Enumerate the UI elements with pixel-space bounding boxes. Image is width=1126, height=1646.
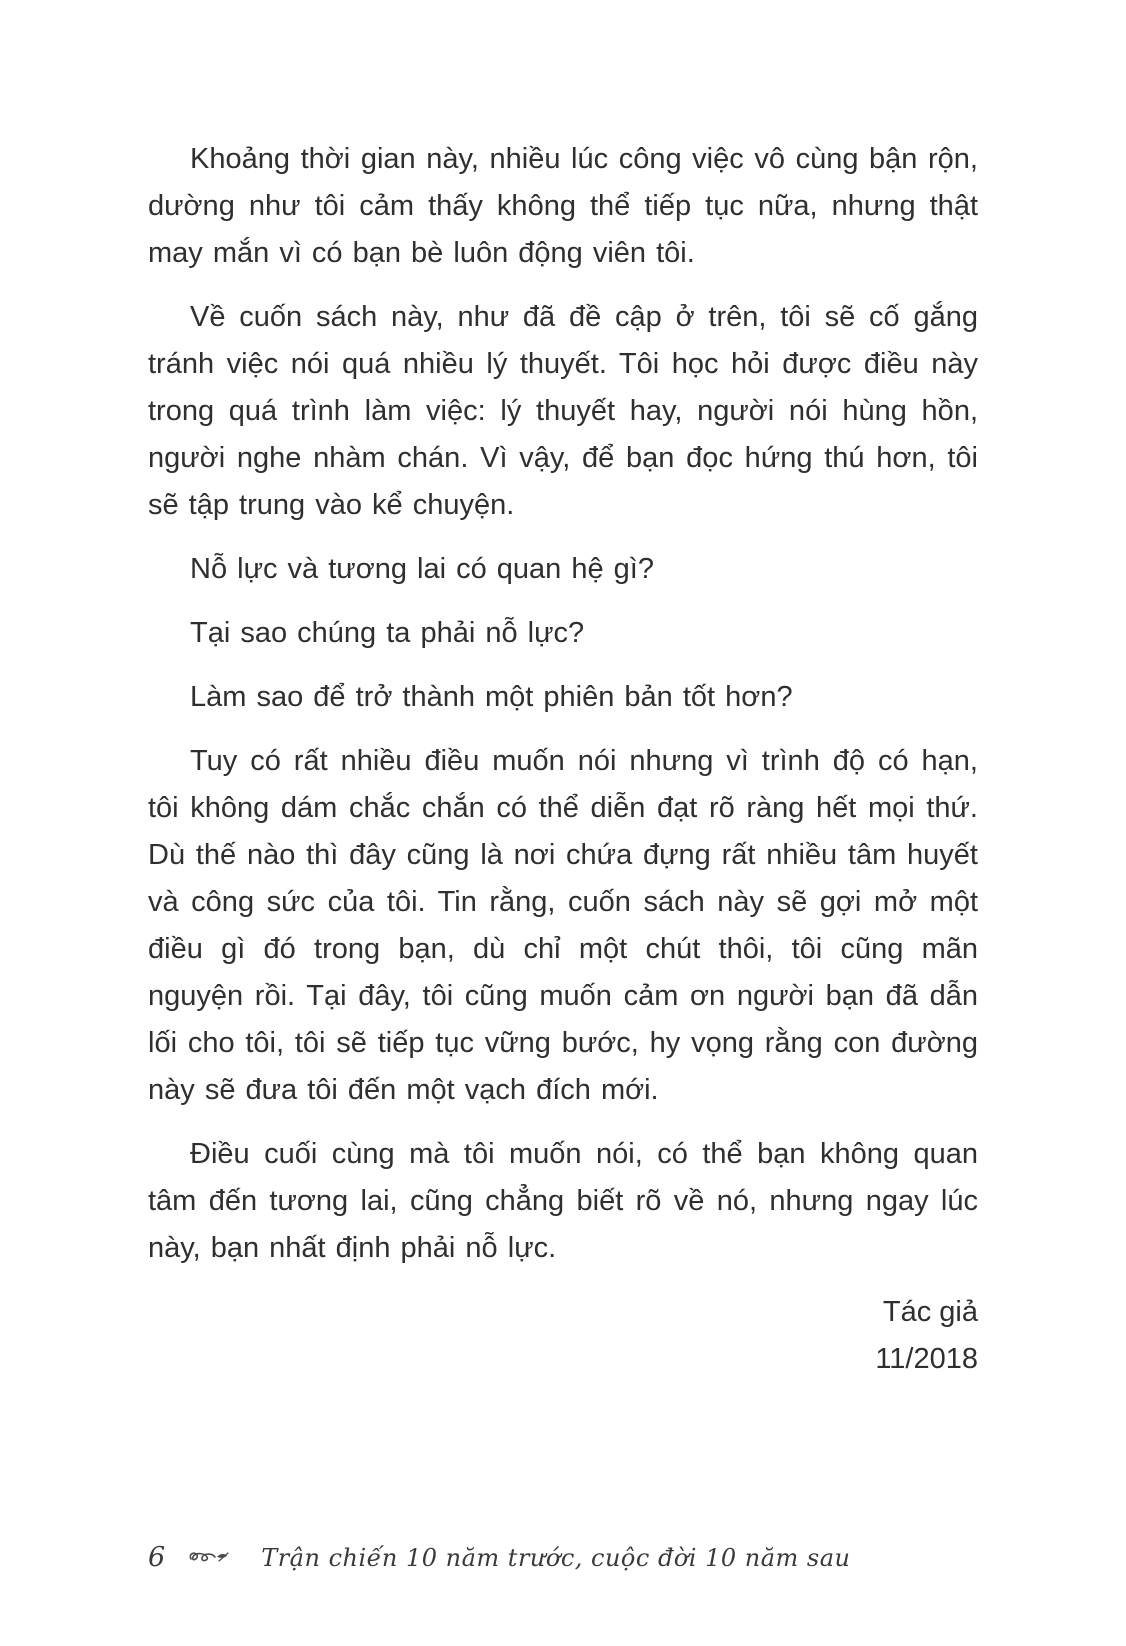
paragraph-1: Khoảng thời gian này, nhiều lúc công việc vô cùng bận rộn, dường như tôi cảm thấy không thể tiếp tục nữa, nhưng thật may mắn vì có bạn bè luôn động viên tôi. xyxy=(148,143,978,269)
signature-author: Tác giả xyxy=(882,1296,978,1328)
footer-book-title: Trận chiến 10 năm trước, cuộc đời 10 năm sau xyxy=(261,1544,851,1572)
signature-date: 11/2018 xyxy=(875,1343,978,1375)
signature-block xyxy=(148,1289,978,1383)
page-number: 6 xyxy=(148,1542,166,1573)
page-footer xyxy=(148,1538,850,1578)
paragraph-4: Điều cuối cùng mà tôi muốn nói, có thể bạn không quan tâm đến tương lai, cũng chẳng biết rõ về nó, nhưng ngay lúc này, bạn nhất định phải nỗ lực. xyxy=(148,1138,978,1264)
paragraph-2: Về cuốn sách này, như đã đề cập ở trên, tôi sẽ cố gắng tránh việc nói quá nhiều lý thuyết. Tôi học hỏi được điều này trong quá trình làm việc: lý thuyết hay, người nói hùng hồn, người nghe nhàm chán. Vì vậy, để bạn đọc hứng thú hơn, tôi sẽ tập trung vào kể chuyện. xyxy=(148,301,978,521)
paragraph-3: Tuy có rất nhiều điều muốn nói nhưng vì trình độ có hạn, tôi không dám chắc chắn có thể diễn đạt rõ ràng hết mọi thứ. Dù thế nào thì đây cũng là nơi chứa đựng rất nhiều tâm huyết và công sức của tôi. Tin rằng, cuốn sách này sẽ gợi mở một điều gì đó trong bạn, dù chỉ một chút thôi, tôi cũng mãn nguyện rồi. Tại đây, tôi cũng muốn cảm ơn người bạn đã dẫn lối cho tôi, tôi sẽ tiếp tục vững bước, hy vọng rằng con đường này sẽ đưa tôi đến một vạch đích mới. xyxy=(148,745,978,1106)
flourish-icon xyxy=(187,1548,241,1572)
question-line-1: Nỗ lực và tương lai có quan hệ gì? xyxy=(190,553,654,585)
page-body xyxy=(148,136,978,1383)
question-line-2: Tại sao chúng ta phải nỗ lực? xyxy=(190,617,585,649)
question-line-3: Làm sao để trở thành một phiên bản tốt hơn? xyxy=(190,681,793,713)
